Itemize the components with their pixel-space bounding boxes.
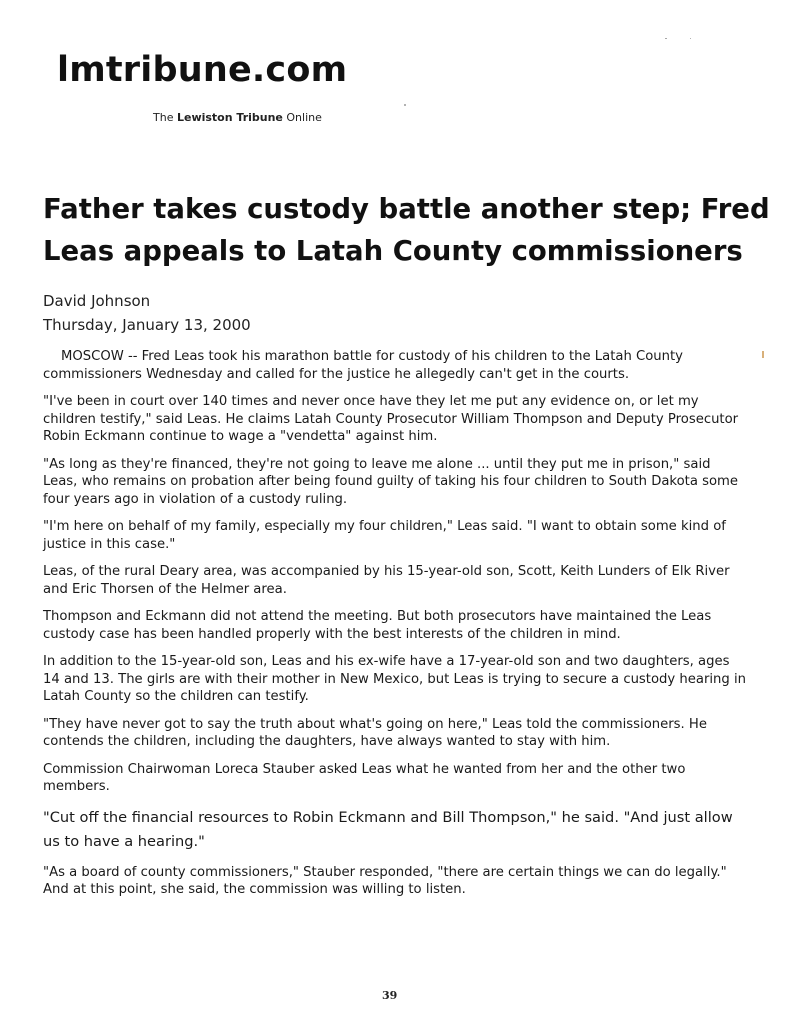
article-paragraph: In addition to the 15-year-old son, Leas and his ex-wife have a 17-year-old son and two daughters, ages 14 and 13. The girls are with their mother in New Mexico, but Leas is trying to secure a custody hearing in Latah County so the children can testify. <box>43 654 746 704</box>
article-paragraph: Leas, of the rural Deary area, was accompanied by his 15-year-old son, Scott, Keith Lunders of Elk River and Eric Thorsen of the Helmer area. <box>43 564 730 597</box>
scan-speck <box>665 38 667 39</box>
article-paragraph: Commission Chairwoman Loreca Stauber asked Leas what he wanted from her and the other two members. <box>43 761 686 794</box>
tagline-brand: Lewiston Tribune <box>176 111 283 124</box>
tagline-suffix: Online <box>282 111 322 124</box>
site-logo: lmtribune.com <box>57 50 348 90</box>
scan-speck <box>690 38 691 39</box>
article-date: Thursday, January 13, 2000 <box>43 316 251 334</box>
scan-speck <box>404 104 406 106</box>
article-paragraph: "I've been in court over 140 times and never once have they let me put any evidence on, or let my children testify," said Leas. He claims Latah County Prosecutor William Thompson and Deputy Prosecutor Robin Eckmann continue to wage a "vendetta" against him. <box>43 394 739 444</box>
article-headline: Father takes custody battle another step; Fred Leas appeals to Latah County commissioners <box>43 193 770 267</box>
article-paragraph: MOSCOW -- Fred Leas took his marathon battle for custody of his children to the Latah County commissioners Wednesday and called for the justice he allegedly can't get in the courts. <box>43 349 683 382</box>
article-paragraph: "Cut off the financial resources to Robin Eckmann and Bill Thompson," he said. "And just allow us to have a hearing." <box>43 808 733 850</box>
article-paragraph: "They have never got to say the truth about what's going on here," Leas told the commissioners. He contends the children, including the daughters, have always wanted to stay with him. <box>43 716 707 749</box>
article-author: David Johnson <box>43 292 151 310</box>
article-body <box>43 348 747 909</box>
article-paragraph: "As long as they're financed, they're not going to leave me alone ... until they put me in prison," said Leas, who remains on probation after being found guilty of taking his four children to South Dakota some four years ago in violation of a custody ruling. <box>43 456 739 507</box>
scan-mark <box>762 351 764 358</box>
page-number: 39 <box>382 989 398 1002</box>
article-paragraph: "I'm here on behalf of my family, especially my four children," Leas said. "I want to obtain some kind of justice in this case." <box>43 519 726 552</box>
article-paragraph: "As a board of county commissioners," Stauber responded, "there are certain things we can do legally." And at this point, she said, the commission was willing to listen. <box>43 864 727 897</box>
tagline-prefix: The <box>153 111 177 124</box>
article-paragraph: Thompson and Eckmann did not attend the meeting. But both prosecutors have maintained the Leas custody case has been handled properly with the best interests of the children in mind. <box>43 609 712 642</box>
site-tagline <box>153 111 322 124</box>
